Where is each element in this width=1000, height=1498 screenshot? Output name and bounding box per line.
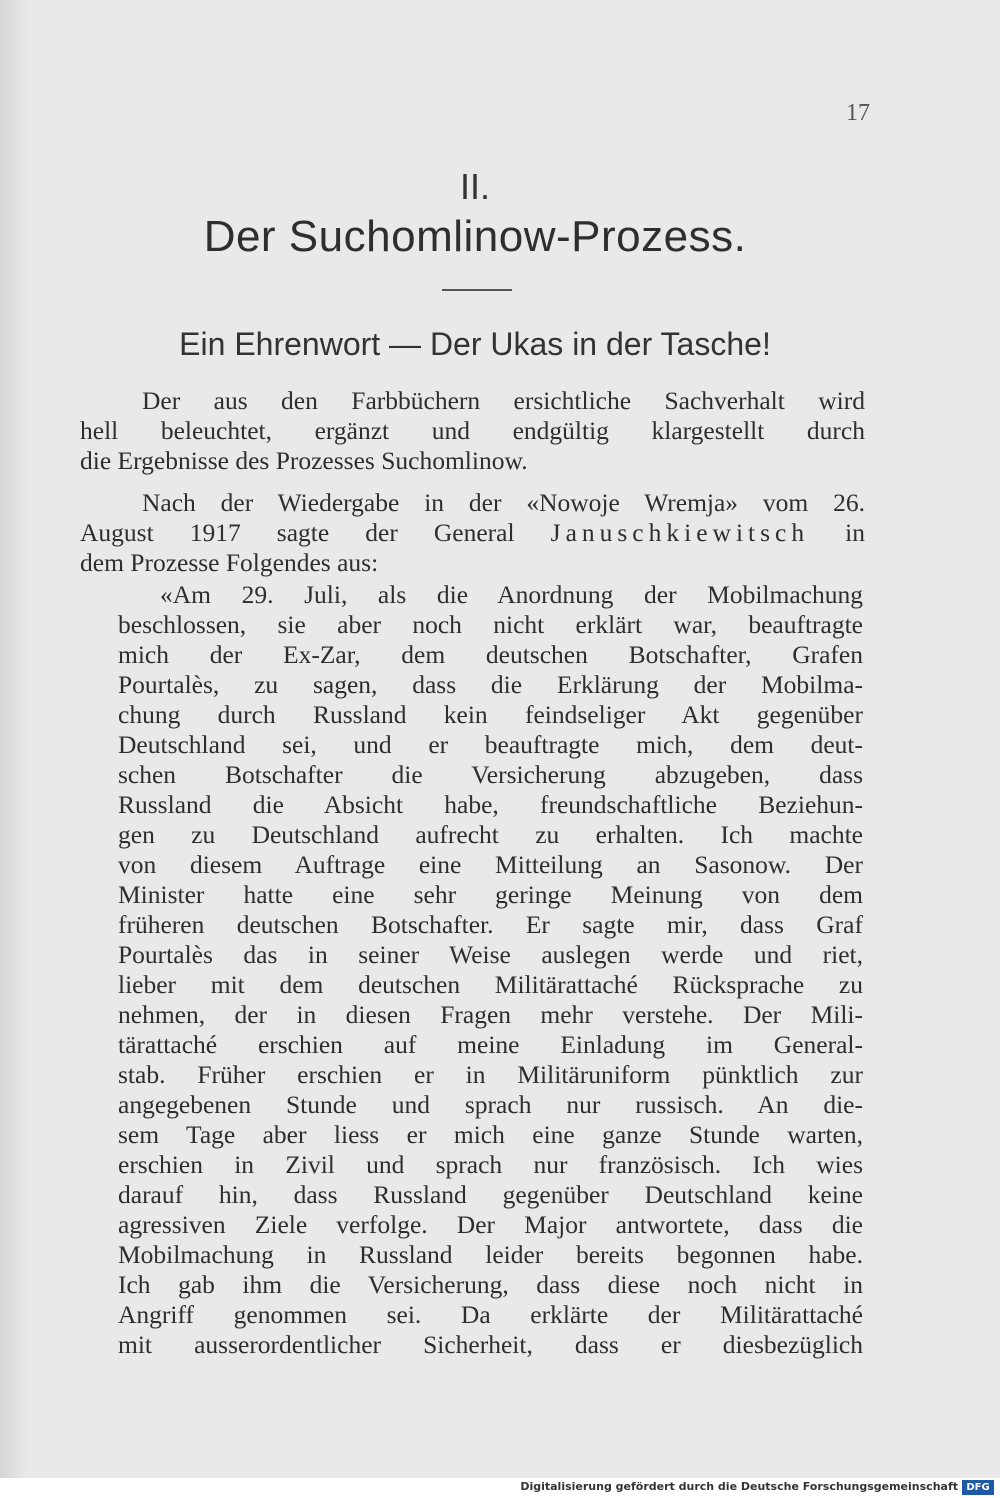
quote-line: Deutschland sei, und er beauftragte mich, dem deut- <box>118 730 863 759</box>
quote-line: chung durch Russland kein feindseliger Akt gegenüber <box>118 700 863 729</box>
quote-line: erschien in Zivil und sprach nur französisch. Ich wies <box>118 1150 863 1179</box>
quote-line: mich der Ex-Zar, dem deutschen Botschafter, Grafen <box>118 640 863 669</box>
section-heading: Ein Ehrenwort — Der Ukas in der Tasche! <box>179 326 771 362</box>
quote-line: von diesem Auftrage eine Mitteilung an Sasonow. Der <box>118 850 863 879</box>
text-line: die Ergebnisse des Prozesses Suchomlinow. <box>80 446 528 475</box>
quote-line: beschlossen, sie aber noch nicht erklärt war, beauftragte <box>118 610 863 639</box>
quote-line: Ich gab ihm die Versicherung, dass diese noch nicht in <box>118 1270 863 1299</box>
funding-notice: Digitalisierung gefördert durch die Deutsche Forschungsgemeinschaft <box>520 1480 958 1493</box>
chapter-title: Der Suchomlinow-Prozess. <box>203 212 747 261</box>
text-line <box>80 518 865 548</box>
quotation-block <box>118 580 863 1360</box>
quote-line: angegebenen Stunde und sprach nur russisch. An die- <box>118 1090 863 1119</box>
quote-line: «Am 29. Juli, als die Anordnung der Mobilmachung <box>160 580 863 609</box>
quote-line: nehmen, der in diesen Fragen mehr verstehe. Der Mili- <box>118 1000 863 1029</box>
text-line: hell beleuchtet, ergänzt und endgültig klargestellt durch <box>80 416 865 445</box>
quote-line: Mobilmachung in Russland leider bereits begonnen habe. <box>118 1240 863 1269</box>
text-fragment: in <box>845 518 866 547</box>
paragraph-1 <box>80 386 865 476</box>
quote-line: Angriff genommen sei. Da erklärte der Militärattaché <box>118 1300 863 1329</box>
quote-line: Pourtalès, zu sagen, dass die Erklärung der Mobilma- <box>118 670 863 699</box>
quote-line: sem Tage aber liess er mich eine ganze Stunde warten, <box>118 1120 863 1149</box>
chapter-number: II. <box>459 166 490 207</box>
quote-line: stab. Früher erschien er in Militäruniform pünktlich zur <box>118 1060 863 1089</box>
paragraph-2 <box>80 488 865 578</box>
quote-line: agressiven Ziele verfolge. Der Major antwortete, dass die <box>118 1210 863 1239</box>
spaced-name: Januschkiewitsch <box>550 518 810 547</box>
text-line: Nach der Wiedergabe in der «Nowoje Wremja» vom 26. <box>142 488 865 517</box>
text-fragment: August 1917 sagte der General <box>80 518 515 547</box>
quote-line: darauf hin, dass Russland gegenüber Deutschland keine <box>118 1180 863 1209</box>
quote-line: schen Botschafter die Versicherung abzugeben, dass <box>118 760 863 789</box>
quote-line: lieber mit dem deutschen Militärattaché Rücksprache zu <box>118 970 863 999</box>
funding-footer <box>0 1478 1000 1498</box>
quote-line: gen zu Deutschland aufrecht zu erhalten. Ich machte <box>118 820 863 849</box>
quote-line: Russland die Absicht habe, freundschaftliche Beziehun- <box>118 790 863 819</box>
title-divider <box>442 289 512 291</box>
quote-line: mit ausserordentlicher Sicherheit, dass er diesbezüglich <box>118 1330 863 1359</box>
page-number: 17 <box>846 100 870 126</box>
quote-line: tärattaché erschien auf meine Einladung im General- <box>118 1030 863 1059</box>
dfg-logo: DFG <box>962 1480 994 1495</box>
text-line: Der aus den Farbbüchern ersichtliche Sachverhalt wird <box>142 386 865 415</box>
quote-line: Minister hatte eine sehr geringe Meinung von dem <box>118 880 863 909</box>
quote-line: Pourtalès das in seiner Weise auslegen werde und riet, <box>118 940 863 969</box>
quote-line: früheren deutschen Botschafter. Er sagte mir, dass Graf <box>118 910 863 939</box>
text-line: dem Prozesse Folgendes aus: <box>80 548 379 577</box>
